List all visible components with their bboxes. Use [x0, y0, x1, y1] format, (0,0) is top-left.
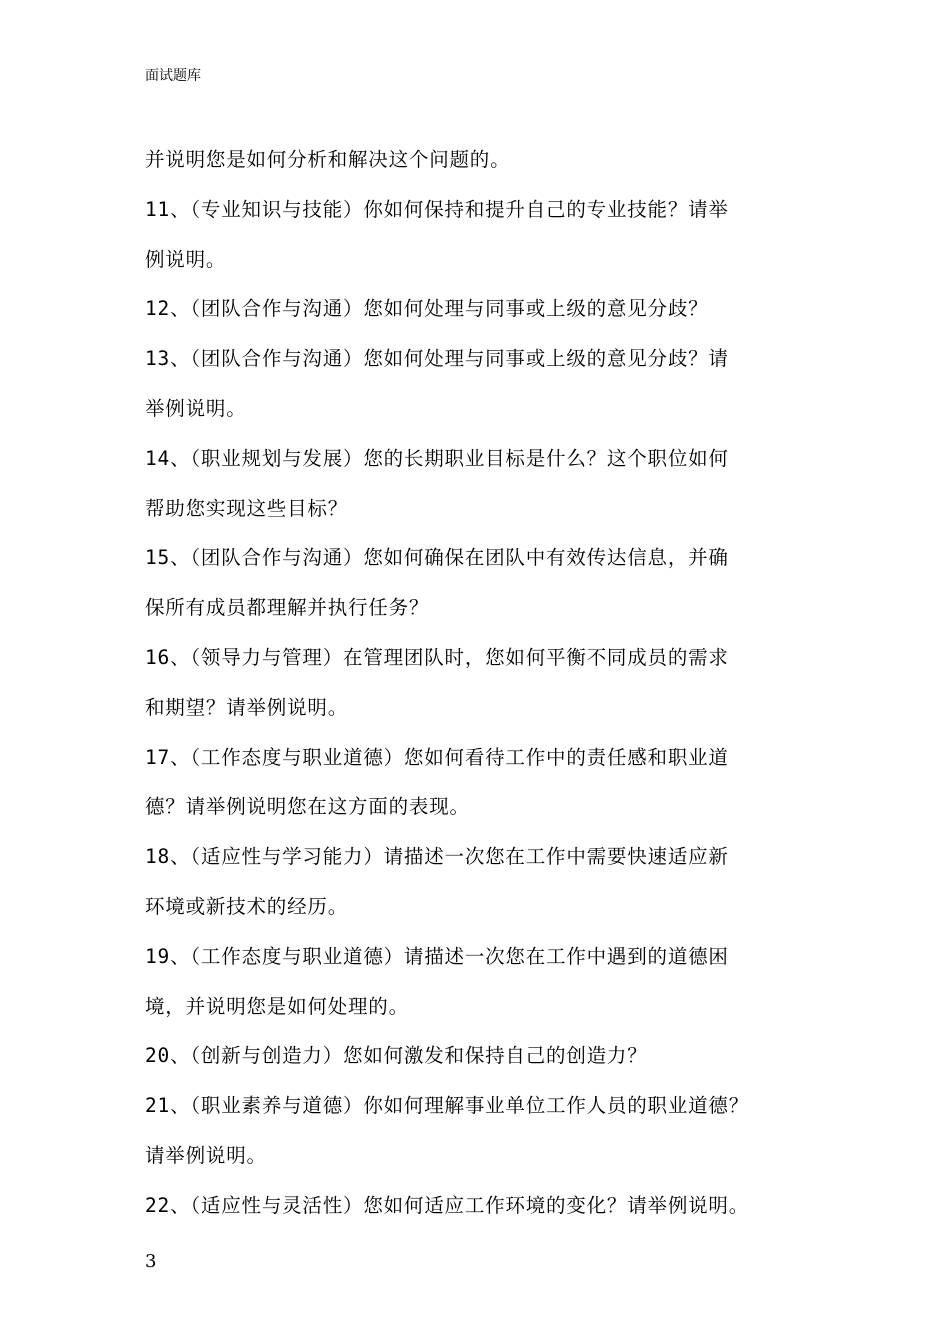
- text-line: 12、（团队合作与沟通）您如何处理与同事或上级的意见分歧？: [145, 297, 709, 321]
- question-list: [145, 135, 825, 1231]
- text-line: 并说明您是如何分析和解决这个问题的。: [145, 148, 511, 171]
- text-line: 举例说明。: [145, 396, 247, 420]
- page-header: 面试题库: [145, 68, 201, 84]
- text-line: 例说明。: [145, 247, 227, 271]
- text-line: 和期望？请举例说明。: [145, 695, 349, 719]
- text-line: 保所有成员都理解并执行任务？: [145, 596, 430, 620]
- text-line: 13、（团队合作与沟通）您如何处理与同事或上级的意见分歧？请: [145, 347, 729, 371]
- text-line: 22、（适应性与灵活性）您如何适应工作环境的变化？请举例说明。: [145, 1193, 750, 1217]
- text-line: 20、（创新与创造力）您如何激发和保持自己的创造力？: [145, 1044, 648, 1068]
- text-line: 境，并说明您是如何处理的。: [145, 994, 409, 1018]
- text-line: 11、（专业知识与技能）你如何保持和提升自己的专业技能？请举: [145, 197, 729, 221]
- text-line: 17、（工作态度与职业道德）您如何看待工作中的责任感和职业道: [145, 745, 729, 769]
- text-line: 19、（工作态度与职业道德）请描述一次您在工作中遇到的道德困: [145, 944, 729, 968]
- text-line: 15、（团队合作与沟通）您如何确保在团队中有效传达信息，并确: [145, 546, 729, 570]
- text-line: 16、（领导力与管理）在管理团队时，您如何平衡不同成员的需求: [145, 645, 729, 669]
- text-line: 请举例说明。: [145, 1143, 267, 1167]
- text-line: 环境或新技术的经历。: [145, 894, 349, 918]
- text-line: 21、（职业素养与道德）你如何理解事业单位工作人员的职业道德？: [145, 1094, 750, 1118]
- text-line: 18、（适应性与学习能力）请描述一次您在工作中需要快速适应新: [145, 845, 729, 869]
- text-line: 德？请举例说明您在这方面的表现。: [145, 795, 470, 819]
- page-number: 3: [145, 1251, 157, 1272]
- text-line: 14、（职业规划与发展）您的长期职业目标是什么？这个职位如何: [145, 446, 729, 470]
- text-line: 帮助您实现这些目标？: [145, 496, 349, 520]
